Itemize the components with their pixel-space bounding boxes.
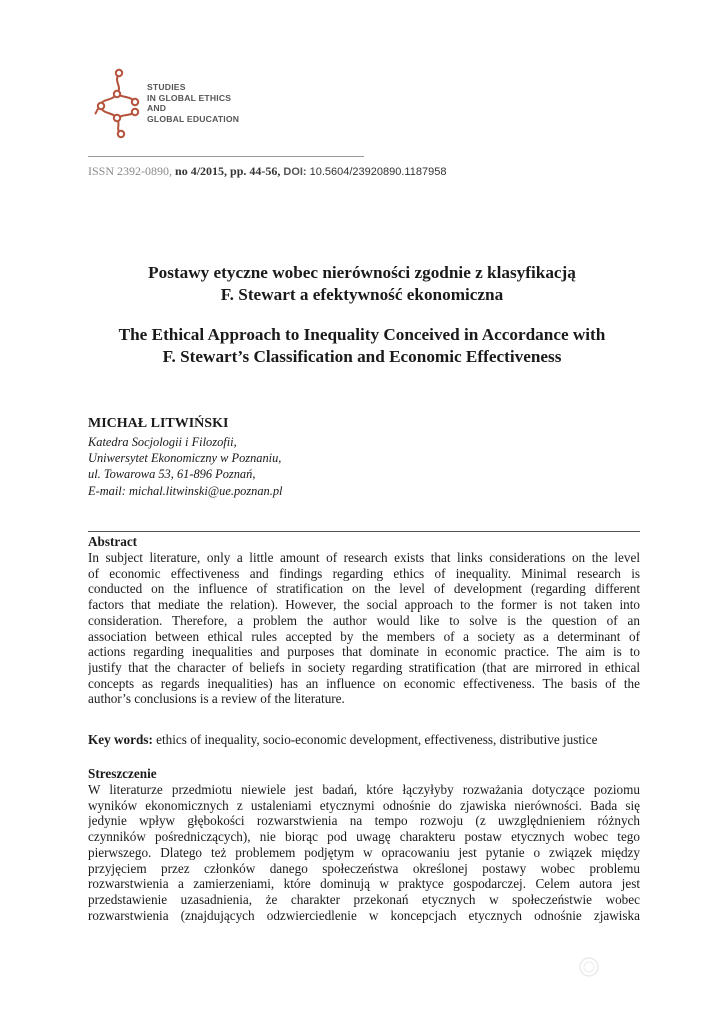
abstract-line: justify that the character of beliefs in society regarding stratification (that are mirrored in ethical [88,659,640,675]
issn: ISSN 2392-0890, [88,164,173,178]
logo-molecule-icon [93,68,145,140]
abstract-line: of economic effectiveness and findings regarding ethics of inequality. Minimal research is [88,565,640,581]
abstract-line: In subject literature, only a little amount of research exists that links considerations on the level [88,550,640,565]
title-line: F. Stewart a efektywność ekonomiczna [220,285,504,304]
abstract-line: consideration. Therefore, a problem the author would like to solve is the question of an [88,612,640,628]
abstract-line: conducted on the influence of stratification on the level of development (regarding different [88,581,640,597]
logo-line: GLOBAL EDUCATION [147,113,240,124]
streszczenie-line: jedynie wpływ głębokości rozwarstwienia na tempo rozwoju (z uwzględnieniem różnych [88,813,640,829]
abstract-rule [88,531,640,532]
abstract-line: concepts as regards inequalities) has an influence on economic effectiveness. The basis of the [88,675,640,691]
citation-line [88,164,446,179]
author-email[interactable]: E-mail: michal.litwinski@ue.poznan.pl [88,483,283,498]
title-line: The Ethical Approach to Inequality Conceived in Accordance with [118,325,606,344]
journal-logo [93,68,243,140]
abstract-body [88,550,640,707]
title-polish [88,262,636,306]
keywords-label: Key words: [88,732,153,747]
streszczenie-line: czynników pośredniczących), nie biorąc pod uwagę charakteru postaw etycznych wobec tego [88,829,640,845]
streszczenie-line: przyjęciem przez członków danego społeczeństwa określonej postawy wobec problemu [88,860,640,876]
title-english [88,324,636,368]
logo-wordmark [147,82,239,124]
affiliation-line: Katedra Socjologii i Filozofii, [88,435,237,449]
streszczenie-line: przedstawienie uzasadnienia, że charakter przekonań etycznych w społeczeństwie wobec [88,891,640,907]
affiliation-line: ul. Towarowa 53, 61-896 Poznań, [88,467,256,482]
abstract-line: factors that mediate the relation). However, the social approach to the former is not taken into [88,597,640,613]
logo-line: AND [147,103,167,114]
streszczenie-line: rozwarstwienia a zamierzeniami, które dominują w praktyce gospodarczej. Celem autora jest [88,876,640,892]
title-line: Postawy etyczne wobec nierówności zgodnie z klasyfikacją [148,263,576,282]
abstract-line: association between ethical rules accepted by the members of a society as a determinant of [88,628,640,644]
affiliation-line: Uniwersytet Ekonomiczny w Poznaniu, [88,451,282,466]
doi-link[interactable]: 10.5604/23920890.1187958 [309,166,447,178]
streszczenie-line: W literaturze przedmiotu niewiele jest badań, które łączyłyby rozważania dotyczące poziomu [88,782,640,797]
keywords-text: ethics of inequality, socio-economic development, effectiveness, distributive justice [152,732,598,747]
author-name: MICHAŁ LITWIŃSKI [88,416,229,431]
streszczenie-line: pierwszego. Dlatego też problemem podjętym w opracowaniu jest pytanie o związek między [88,844,640,860]
doi-label: DOI: [283,166,307,178]
logo-line: IN GLOBAL ETHICS [147,92,232,103]
streszczenie-heading: Streszczenie [88,766,157,781]
abstract-heading: Abstract [88,534,138,549]
streszczenie-body [88,782,640,923]
abstract-line: actions regarding inequalities and purposes that dominate in economic practice. The aim is to [88,644,640,660]
header-rule [88,156,364,157]
title-line: F. Stewart’s Classification and Economic Effectiveness [162,347,562,366]
streszczenie-line: rozwarstwienia (znajdujących odzwierciedlenie w koncepcjach etycznych odnośnie zjawiska [88,907,640,923]
author-affiliation [88,434,283,499]
keywords [88,732,597,748]
watermark-badge-icon [578,956,600,978]
logo-line: STUDIES [147,82,186,92]
streszczenie-line: wyników ekonomicznych z ustaleniami etycznymi odnośnie do zjawiska nierówności. Bada się [88,797,640,813]
issue-pages: no 4/2015, pp. 44-56, [175,164,281,178]
abstract-line: author’s conclusions is a review of the literature. [88,691,345,707]
